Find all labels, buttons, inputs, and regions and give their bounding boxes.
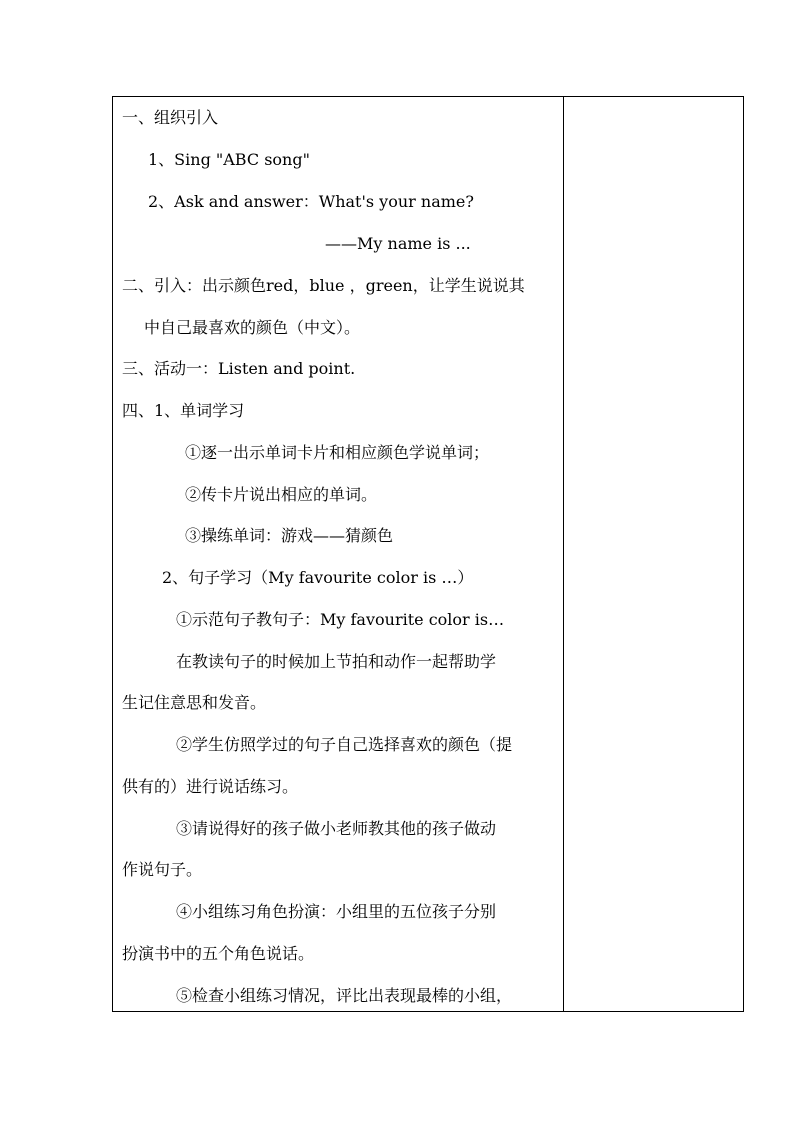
sentence-step-2-line-1: ②学生仿照学过的句子自己选择喜欢的颜色（提 — [176, 735, 513, 754]
lesson-table — [112, 96, 744, 1012]
sentence-step-5-line-1: ⑤检查小组练习情况，评比出表现最棒的小组， — [176, 986, 513, 1005]
sentence-step-1-note-line-2: 生记住意思和发音。 — [122, 693, 267, 712]
sentence-heading: 2、句子学习（My favourite color is …） — [162, 568, 474, 587]
sentence-step-1-note-line-1: 在教读句子的时候加上节拍和动作一起帮助学 — [176, 652, 497, 671]
section-1-heading: 一、组织引入 — [122, 108, 219, 127]
section-1-answer: ——My name is ... — [325, 234, 471, 253]
sentence-step-3-line-2: 作说句子。 — [122, 860, 203, 879]
section-2-text-line-1: 二、引入：出示颜色red，blue ，green，让学生说说其 — [122, 276, 525, 295]
section-2-text-line-2: 中自己最喜欢的颜色（中文）。 — [144, 318, 361, 337]
sentence-step-3-line-1: ③请说得好的孩子做小老师教其他的孩子做动 — [176, 819, 497, 838]
section-1-item-2: 2、Ask and answer：What's your name? — [148, 192, 474, 211]
column-divider — [563, 97, 564, 1011]
word-step-2: ②传卡片说出相应的单词。 — [185, 485, 378, 504]
section-1-item-1: 1、Sing "ABC song" — [148, 150, 310, 169]
section-3-heading: 三、活动一：Listen and point. — [122, 359, 356, 378]
sentence-step-4-line-2: 扮演书中的五个角色说话。 — [122, 944, 315, 963]
word-step-3: ③操练单词：游戏——猜颜色 — [185, 526, 394, 545]
section-4-heading: 四、1、单词学习 — [122, 401, 245, 420]
word-step-1: ①逐一出示单词卡片和相应颜色学说单词； — [185, 443, 490, 462]
sentence-step-2-line-2: 供有的）进行说话练习。 — [122, 777, 299, 796]
sentence-step-1: ①示范句子教句子：My favourite color is… — [176, 610, 505, 629]
sentence-step-4-line-1: ④小组练习角色扮演：小组里的五位孩子分别 — [176, 902, 497, 921]
